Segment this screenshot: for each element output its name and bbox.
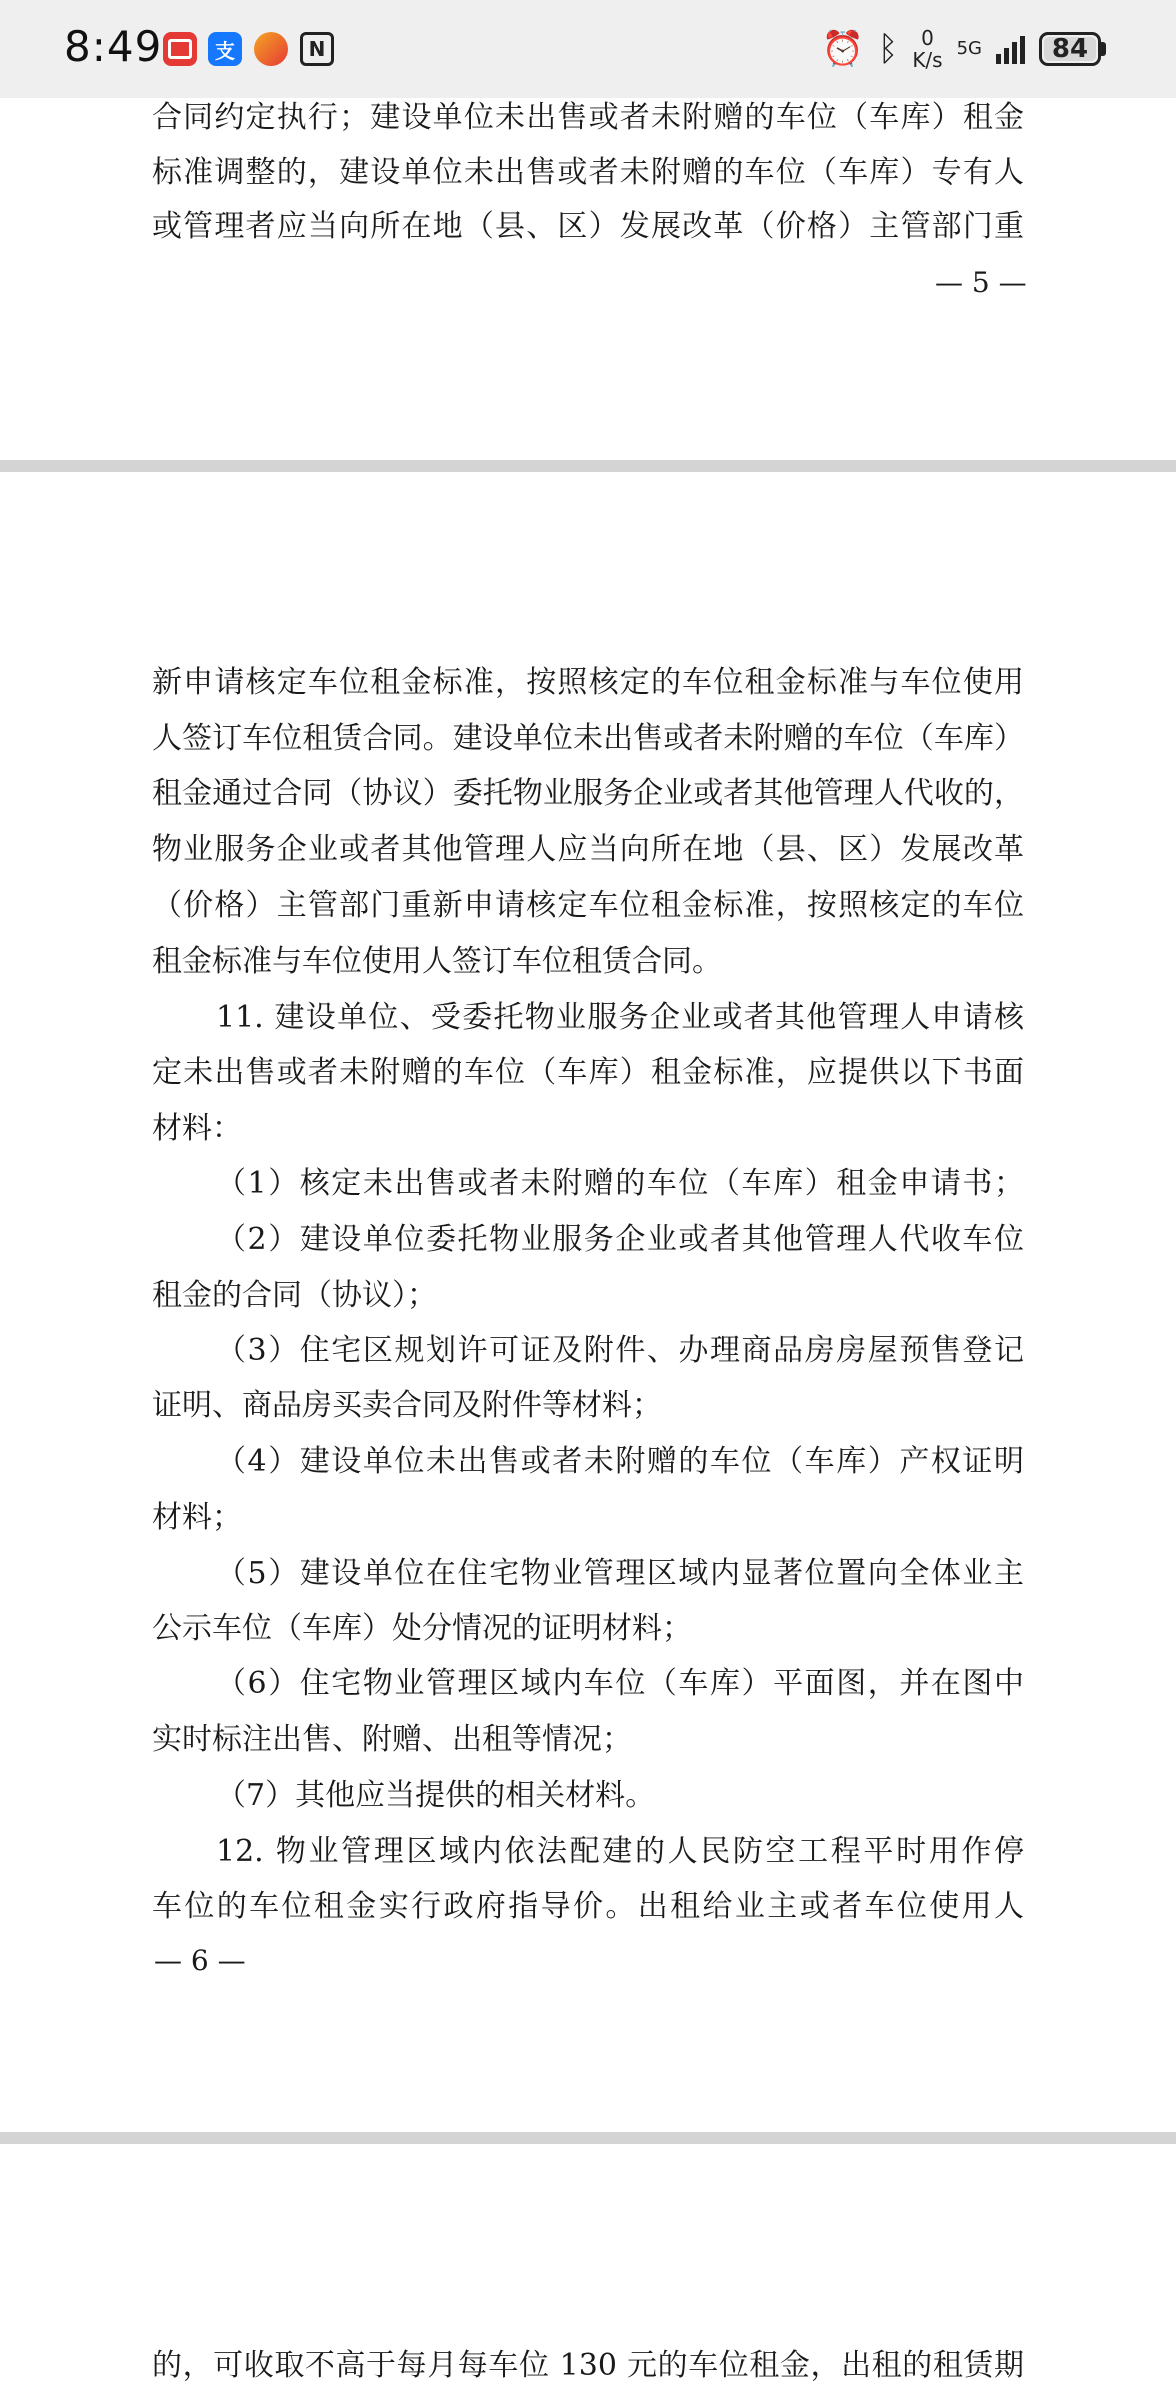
doc-line: （6）住宅物业管理区域内车位（车库）平面图，并在图中 (216, 1666, 1024, 1701)
doc-line: （3）住宅区规划许可证及附件、办理商品房房屋预售登记 (216, 1333, 1024, 1368)
battery-icon (1039, 32, 1106, 66)
status-indicators (822, 20, 1106, 78)
network-type: 5G (956, 38, 982, 59)
alipay-icon: 支 (208, 32, 242, 66)
net-speed-value: 0 (921, 26, 934, 50)
status-bar (0, 0, 1176, 98)
doc-line: 材料； (152, 1500, 242, 1535)
doc-line: 实时标注出售、附赠、出租等情况； (152, 1722, 632, 1757)
doc-line: （7）其他应当提供的相关材料。 (216, 1778, 656, 1813)
net-speed-unit: K/s (912, 48, 943, 72)
doc-line: 11. 建设单位、受委托物业服务企业或者其他管理人申请核 (216, 1000, 1024, 1035)
doc-line: 新申请核定车位租金标准，按照核定的车位租金标准与车位使用 (152, 665, 1024, 700)
page-number: — 5 — (935, 266, 1027, 299)
doc-line: 证明、商品房买卖合同及附件等材料； (152, 1388, 662, 1423)
signal-indicator (957, 40, 982, 58)
orange-app-icon (254, 32, 288, 66)
nfc-icon: N (300, 32, 334, 66)
doc-line: 物业服务企业或者其他管理人应当向所在地（县、区）发展改革 (152, 832, 1024, 867)
doc-line: （1）核定未出售或者未附赠的车位（车库）租金申请书； (216, 1166, 1024, 1201)
doc-line: （5）建设单位在住宅物业管理区域内显著位置向全体业主 (216, 1556, 1024, 1591)
doc-line: 公示车位（车库）处分情况的证明材料； (152, 1611, 692, 1646)
page-separator (0, 460, 1176, 472)
doc-line: 定未出售或者未附赠的车位（车库）租金标准，应提供以下书面 (152, 1055, 1024, 1090)
doc-line: （4）建设单位未出售或者未附赠的车位（车库）产权证明 (216, 1444, 1024, 1479)
network-speed (912, 27, 942, 71)
doc-line: 合同约定执行；建设单位未出售或者未附赠的车位（车库）租金 (152, 100, 1024, 135)
doc-line: 租金的合同（协议）； (152, 1278, 437, 1313)
doc-line: 或管理者应当向所在地（县、区）发展改革（价格）主管部门重 (152, 209, 1024, 244)
battery-level: 84 (1044, 37, 1096, 61)
doc-line: （2）建设单位委托物业服务企业或者其他管理人代收车位 (216, 1222, 1024, 1257)
signal-bars-icon (996, 34, 1025, 64)
mail-icon (163, 32, 197, 66)
page-separator (0, 2132, 1176, 2144)
doc-line: 12. 物业管理区域内依法配建的人民防空工程平时用作停 (216, 1834, 1024, 1869)
doc-line: 人签订车位租赁合同。建设单位未出售或者未附赠的车位（车库） (152, 721, 1024, 756)
doc-line: 租金标准与车位使用人签订车位租赁合同。 (152, 944, 722, 979)
alarm-icon: ⏰ (821, 29, 864, 69)
doc-line: 租金通过合同（协议）委托物业服务企业或者其他管理人代收的， (152, 776, 1024, 811)
doc-line: 材料： (152, 1111, 242, 1146)
doc-line: 标准调整的，建设单位未出售或者未附赠的车位（车库）专有人 (152, 155, 1024, 190)
status-time: 8:49 (64, 22, 163, 71)
bluetooth-icon: ᛒ (877, 29, 899, 69)
doc-line: 的，可收取不高于每月每车位 130 元的车位租金，出租的租赁期 (152, 2348, 1024, 2383)
doc-line: （价格）主管部门重新申请核定车位租金标准，按照核定的车位 (152, 888, 1024, 923)
doc-line: 车位的车位租金实行政府指导价。出租给业主或者车位使用人 (152, 1889, 1024, 1924)
page-number: — 6 — (154, 1944, 246, 1977)
